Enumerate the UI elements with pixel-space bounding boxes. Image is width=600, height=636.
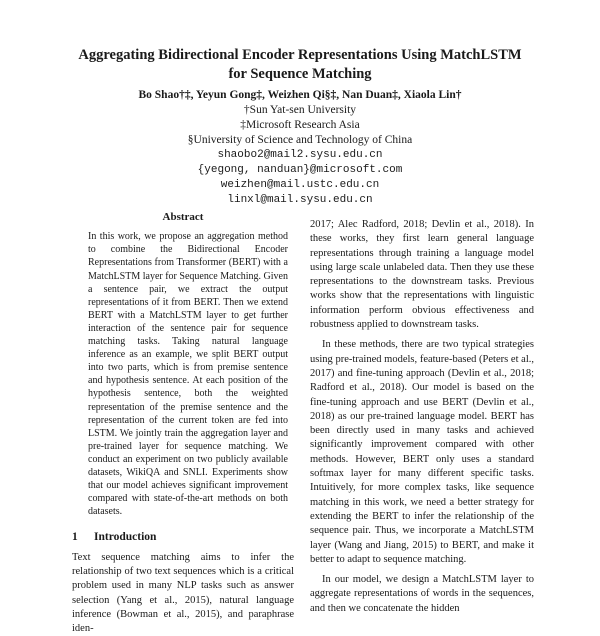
email-2: {yegong, nanduan}@microsoft.com	[197, 164, 403, 176]
email-3: weizhen@mail.ustc.edu.cn	[220, 179, 380, 191]
right-paragraph-1: 2017; Alec Radford, 2018; Devlin et al., 2018). In these works, they first learn general language representations through training a language model using large scale unlabeled data. Then they use these representations to the downstream tasks. Previous works show that the representations with linguistic information perform obvious effectiveness and robustness applied to downstream tasks.	[310, 219, 534, 331]
author-block	[40, 88, 560, 208]
right-paragraph-3: In our model, we design a MatchLSTM layer to aggregate representations of words in the sequences, and then we concatenate the hidden	[310, 574, 534, 614]
right-paragraph-2: In these methods, there are two typical strategies using pre-trained models, feature-based (Peters et al., 2017) and fine-tuning approach (Devlin et al., 2018; Radford et al., 2018). Our model is based on the fine-tuning approach and use BERT (Devlin et al., 2018) as our pre-trained language model. BERT has been directly used in many tasks and achieved significantly improvement compared with other methods. However, BERT only uses a standard softmax layer for many different specific tasks. Intuitively, for more complex tasks, like sequence matching in this work, we need a better strategy for extending the BERT to infer the relationship of the sequence pair. Thus, we incorporate a MatchLSTM layer (Wang and Jiang, 2015) to BERT, and make it better to adapt to sequence matching.	[310, 339, 534, 565]
abstract-heading: Abstract	[162, 211, 204, 223]
title-line-1: Aggregating Bidirectional Encoder Representations Using MatchLSTM	[78, 47, 522, 63]
affiliation-1: †Sun Yat-sen University	[243, 104, 357, 116]
section-heading-introduction	[72, 530, 294, 544]
paper-title	[40, 46, 560, 84]
email-1: shaobo2@mail2.sysu.edu.cn	[217, 149, 383, 161]
abstract-text: In this work, we propose an aggregation method to combine the Bidirectional Encoder Representations from Transformer (BERT) with a MatchLSTM layer for Sequence Matching. Given a sentence pair, we extract the output representations of it from BERT. Then we extend BERT with a MatchLSTM layer to get further interaction of the sentence pair for sequence matching tasks. Taking natural language inference as an example, we split BERT output into two parts, which is from premise sentence and hypothesis sentence. At each position of the hypothesis sentence, both the weighted representation of the premise sentence and the representation of the current token are fed into LSTM. We jointly train the aggregation layer and pre-trained layer for sequence matching. We conduct an experiment on two publicly available datasets, WikiQA and SNLI. Experiments show that our model achieves significant improvement compared with state-of-the-art methods on both datasets.	[88, 231, 288, 518]
abstract-body	[72, 230, 294, 518]
author-names: Bo Shao†‡, Yeyun Gong‡, Weizhen Qi§‡, Nan Duan‡, Xiaola Lin†	[138, 89, 462, 101]
affiliation-2: ‡Microsoft Research Asia	[240, 119, 360, 131]
section-title: Introduction	[94, 531, 157, 544]
intro-paragraph-1: Text sequence matching aims to infer the relationship of two text sequences which is a critical problem used in many NLP tasks such as answer selection (Yang et al., 2015), natural language inference (Bowman et al., 2015), and paraphrase iden-	[72, 551, 294, 635]
right-column	[310, 218, 534, 616]
affiliation-3: §University of Science and Technology of China	[187, 134, 413, 146]
left-column	[72, 210, 294, 636]
title-line-2: for Sequence Matching	[228, 66, 372, 82]
section-number: 1	[72, 531, 78, 544]
email-4: linxl@mail.sysu.edu.cn	[227, 194, 373, 206]
